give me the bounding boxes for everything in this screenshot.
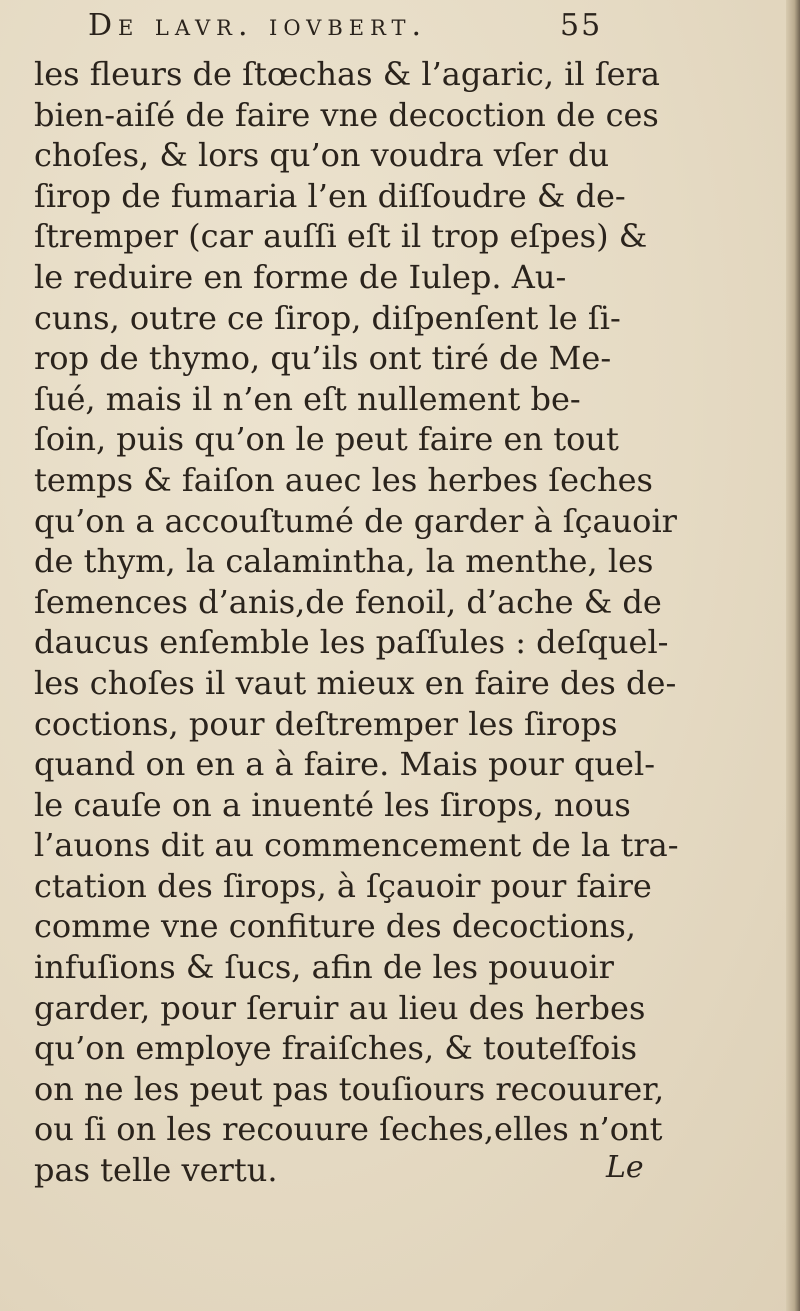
text-line: les choſes il vaut mieux en faire des de- — [34, 663, 677, 702]
text-line: qu’on a accouſtumé de garder à ſçauoir — [34, 501, 677, 540]
body-text — [34, 54, 679, 1191]
text-line: quand on en a à faire. Mais pour quel- — [34, 745, 656, 784]
text-line: les fleurs de ſtœchas & l’agaric, il ſera — [34, 55, 660, 93]
text-line: qu’on employe fraiſches, & touteſfois — [34, 1029, 638, 1068]
text-line: cuns, outre ce ſirop, diſpenſent le ſi- — [34, 298, 621, 337]
page-number: 55 — [560, 8, 603, 43]
text-line: infuſions & ſucs, afin de les pouuoir — [34, 948, 614, 987]
text-line: garder, pour ſeruir au lieu des herbes — [34, 988, 646, 1027]
text-line: le reduire en forme de Iulep. Au- — [34, 257, 567, 296]
catchword: Le — [606, 1150, 644, 1185]
text-line: comme vne confiture des decoctions, — [34, 907, 636, 946]
text-line: l’auons dit au commencement de la tra- — [34, 826, 679, 865]
text-line: temps & faiſon auec les herbes ſeches — [34, 460, 653, 499]
page-edge — [786, 0, 800, 1311]
text-line: choſes, & lors qu’on voudra vſer du — [34, 136, 610, 175]
text-line: coctions, pour deſtremper les ſirops — [34, 704, 618, 743]
text-line: ſtremper (car auſſi eſt il trop eſpes) & — [34, 217, 648, 256]
text-line: on ne les peut pas touſiours recouurer, — [34, 1069, 665, 1108]
text-line: pas telle vertu. — [34, 1151, 278, 1190]
text-line: daucus enſemble les paſſules : deſquel- — [34, 623, 669, 662]
text-line: ſoin, puis qu’on le peut faire en tout — [34, 420, 619, 459]
page-header — [60, 8, 620, 48]
text-line: ſué, mais il n’en eſt nullement be- — [34, 379, 581, 418]
text-line: ou ſi on les recouure ſeches,elles n’ont — [34, 1110, 663, 1149]
text-line: ctation des ſirops, à ſçauoir pour faire — [34, 866, 652, 905]
text-line: bien-aiſé de faire vne decoction de ces — [34, 95, 659, 134]
text-line: de thym, la calamintha, la menthe, les — [34, 542, 654, 581]
text-line: rop de thymo, qu’ils ont tiré de Me- — [34, 339, 612, 378]
text-line: le cauſe on a inuenté les ſirops, nous — [34, 785, 631, 824]
text-line: ſemences d’anis,de fenoil, d’ache & de — [34, 582, 662, 621]
text-line: ſirop de fumaria l’en diſſoudre & de- — [34, 176, 626, 215]
running-head: De lavr. iovbert. — [88, 8, 428, 43]
